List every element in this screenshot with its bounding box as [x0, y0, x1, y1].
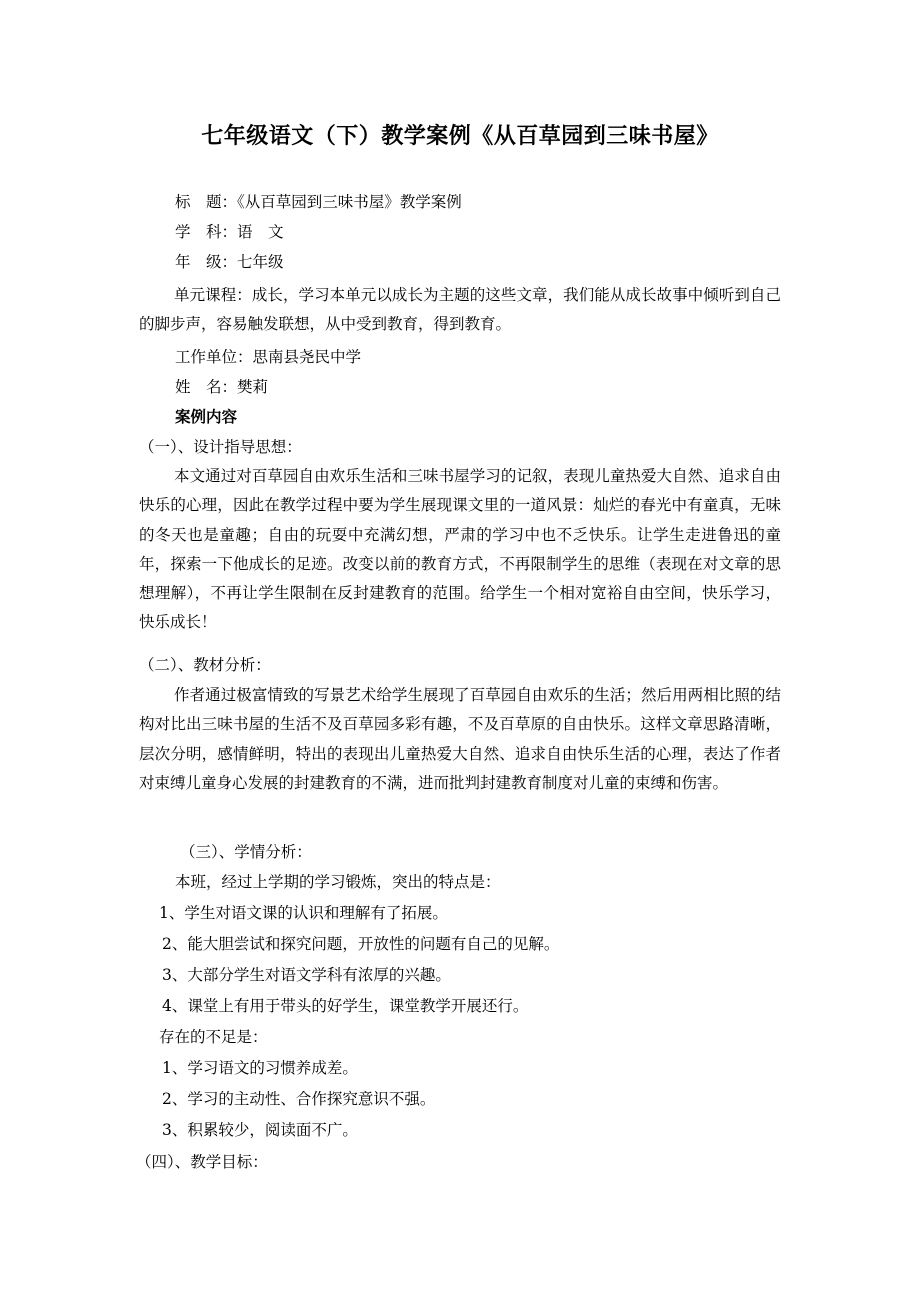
- document-title: 七年级语文（下）教学案例《从百草园到三味书屋》: [201, 123, 719, 149]
- section-3-intro: 本班，经过上学期的学习锻炼，突出的特点是：: [175, 873, 501, 891]
- section-3-point: 4、课堂上有用于带头的好学生，课堂教学开展还行。: [162, 997, 529, 1015]
- meta-grade-value: 七年级: [237, 253, 284, 271]
- section-2-heading: （二）、教材分析：: [139, 656, 271, 674]
- meta-title-row: [175, 192, 462, 212]
- section-1-heading: （一）、设计指导思想：: [139, 438, 302, 456]
- section-3-heading: （三）、学情分析：: [180, 843, 312, 861]
- meta-grade-label: 年 级：: [175, 253, 238, 271]
- meta-title-value: 《从百草园到三味书屋》教学案例: [237, 193, 462, 211]
- section-3-weak-intro: 存在的不足是：: [159, 1028, 268, 1046]
- meta-unit-paragraph: 单元课程：成长，学习本单元以成长为主题的这些文章，我们能从成长故事中倾听到自己的脚步声，容易触发联想，从中受到教育，得到教育。: [139, 286, 781, 334]
- section-3-weak-point: 2、学习的主动性、合作探究意识不强。: [162, 1090, 436, 1108]
- meta-subject-row: [175, 222, 284, 242]
- section-3-point: 3、大部分学生对语文学科有浓厚的兴趣。: [162, 966, 451, 984]
- case-heading: 案例内容: [175, 407, 238, 426]
- meta-workplace: 工作单位：思南县尧民中学: [175, 348, 362, 366]
- section-3-point: 2、能大胆尝试和探究问题，开放性的问题有自己的见解。: [162, 935, 560, 953]
- meta-subject-label: 学 科：: [175, 223, 238, 241]
- section-2-paragraph: 作者通过极富情致的写景艺术给学生展现了百草园自由欢乐的生活；然后用两相比照的结构对比出三味书屋的生活不及百草园多彩有趣，不及百草原的自由快乐。这样文章思路清晰，层次分明，感情鲜明，特出的表现出儿童热爱大自然、追求自由快乐生活的心理，表达了作者对束缚儿童身心发展的封建教育的不满，进而批判封建教育制度对儿童的束缚和伤害。: [139, 686, 781, 792]
- section-1-paragraph: 本文通过对百草园自由欢乐生活和三味书屋学习的记叙，表现儿童热爱大自然、追求自由快乐的心理，因此在教学过程中要为学生展现课文里的一道风景：灿烂的春光中有童真，无味的冬天也是童趣；自由的玩耍中充满幻想，严肃的学习中也不乏快乐。让学生走进鲁迅的童年，探索一下他成长的足迹。改变以前的教育方式，不再限制学生的思维（表现在对文章的思想理解），不再让学生限制在反封建教育的范围。给学生一个相对宽裕自由空间，快乐学习，快乐成长！: [139, 467, 781, 632]
- section-3-weak-point: 3、积累较少，阅读面不广。: [162, 1121, 358, 1139]
- section-4-heading: （四）、教学目标：: [136, 1153, 268, 1171]
- section-3-weak-point: 1、学习语文的习惯养成差。: [162, 1059, 358, 1077]
- meta-name: 姓 名：樊莉: [175, 378, 269, 396]
- meta-title-label: 标 题：: [175, 193, 238, 211]
- meta-subject-value: 语 文: [237, 223, 284, 241]
- section-3-point: 1、学生对语文课的认识和理解有了拓展。: [159, 904, 448, 922]
- meta-grade-row: [175, 252, 284, 272]
